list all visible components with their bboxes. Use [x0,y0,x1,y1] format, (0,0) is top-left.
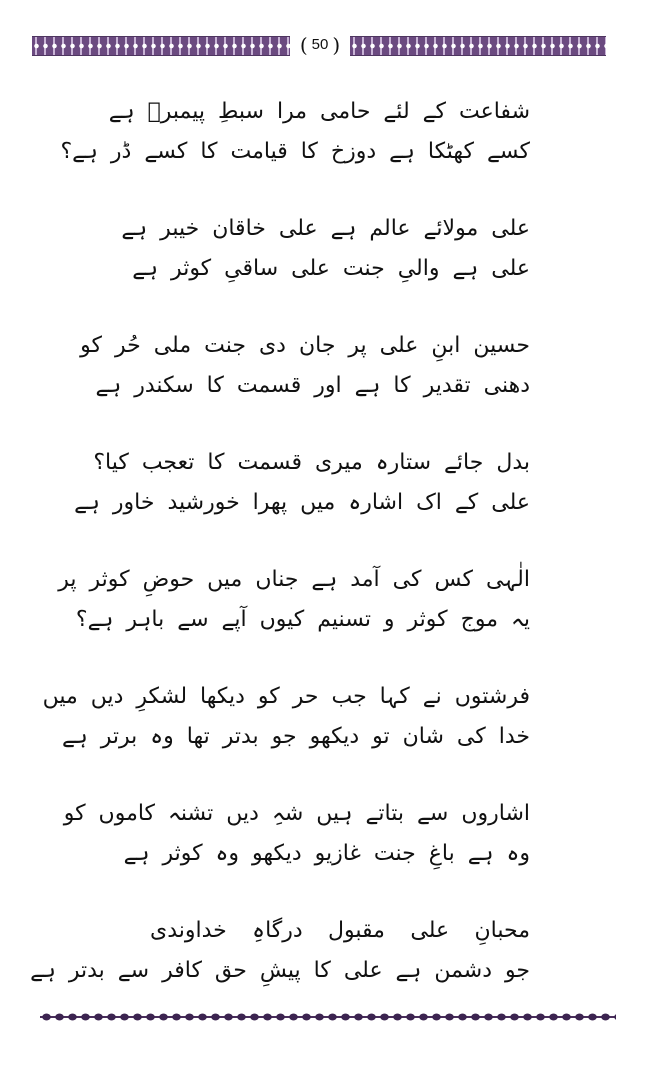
stanza [42,677,530,757]
stanza [74,443,530,523]
verse-line: شفاعت کے لئے حامی مرا سبطِ پیمبرؐ ہے [108,99,530,124]
verse-line: وہ ہے باغِ جنت غازیو دیکھو وہ کوثر ہے [123,841,530,866]
verse-line: علی کے اک اشارہ میں پھرا خورشید خاور ہے [74,490,530,515]
verse-line: فرشتوں نے کہا جب حر کو دیکھا لشکرِ دیں میں [42,684,530,709]
verse-line: یہ موج کوثر و تسنیم کیوں آپے سے باہر ہے؟ [75,607,530,632]
decorative-footer-rule [40,1010,616,1024]
page-number-badge [294,34,346,56]
page-header [32,34,606,56]
verse-line: علی مولائے عالم ہے علی خاقان خیبر ہے [121,216,530,241]
stanza [121,209,530,289]
verse-line: حسین ابنِ علی پر جان دی جنت ملی حُر کو [80,333,530,358]
verse-line: محبانِ علی مقبول درگاہِ خداوندی [150,918,530,943]
poem-body [30,92,530,991]
footer-bead-ornament [40,1012,616,1022]
verse-line: الٰہی کس کی آمد ہے جناں میں حوضِ کوثر پر [58,567,530,592]
verse-line: بدل جائے ستارہ میری قسمت کا تعجب کیا؟ [93,450,530,475]
stanza [30,911,530,991]
verse-line: خدا کی شان تو دیکھو جو بدتر تھا وہ برتر ہے [61,724,530,749]
right-bracket-ornament: ) [332,33,341,57]
verse-line: کسے کھٹکا ہے دوزخ کا قیامت کا کسے ڈر ہے؟ [60,139,530,164]
decorative-border-right [350,36,606,56]
stanza [60,92,530,172]
left-bracket-ornament: ( [299,33,308,57]
stanza [58,560,530,640]
stanza [63,794,530,874]
verse-line: دھنی تقدیر کا ہے اور قسمت کا سکندر ہے [95,373,530,398]
decorative-border-left [32,36,290,56]
stanza [80,326,530,406]
verse-line: جو دشمن ہے علی کا پیشِ حق کافر سے بدتر ہے [30,958,530,983]
verse-line: اشاروں سے بتاتے ہیں شہِ دیں تشنہ کاموں کو [63,801,530,826]
page-number: 50 [311,36,329,53]
verse-line: علی ہے والیِ جنت علی ساقیِ کوثر ہے [132,256,530,281]
